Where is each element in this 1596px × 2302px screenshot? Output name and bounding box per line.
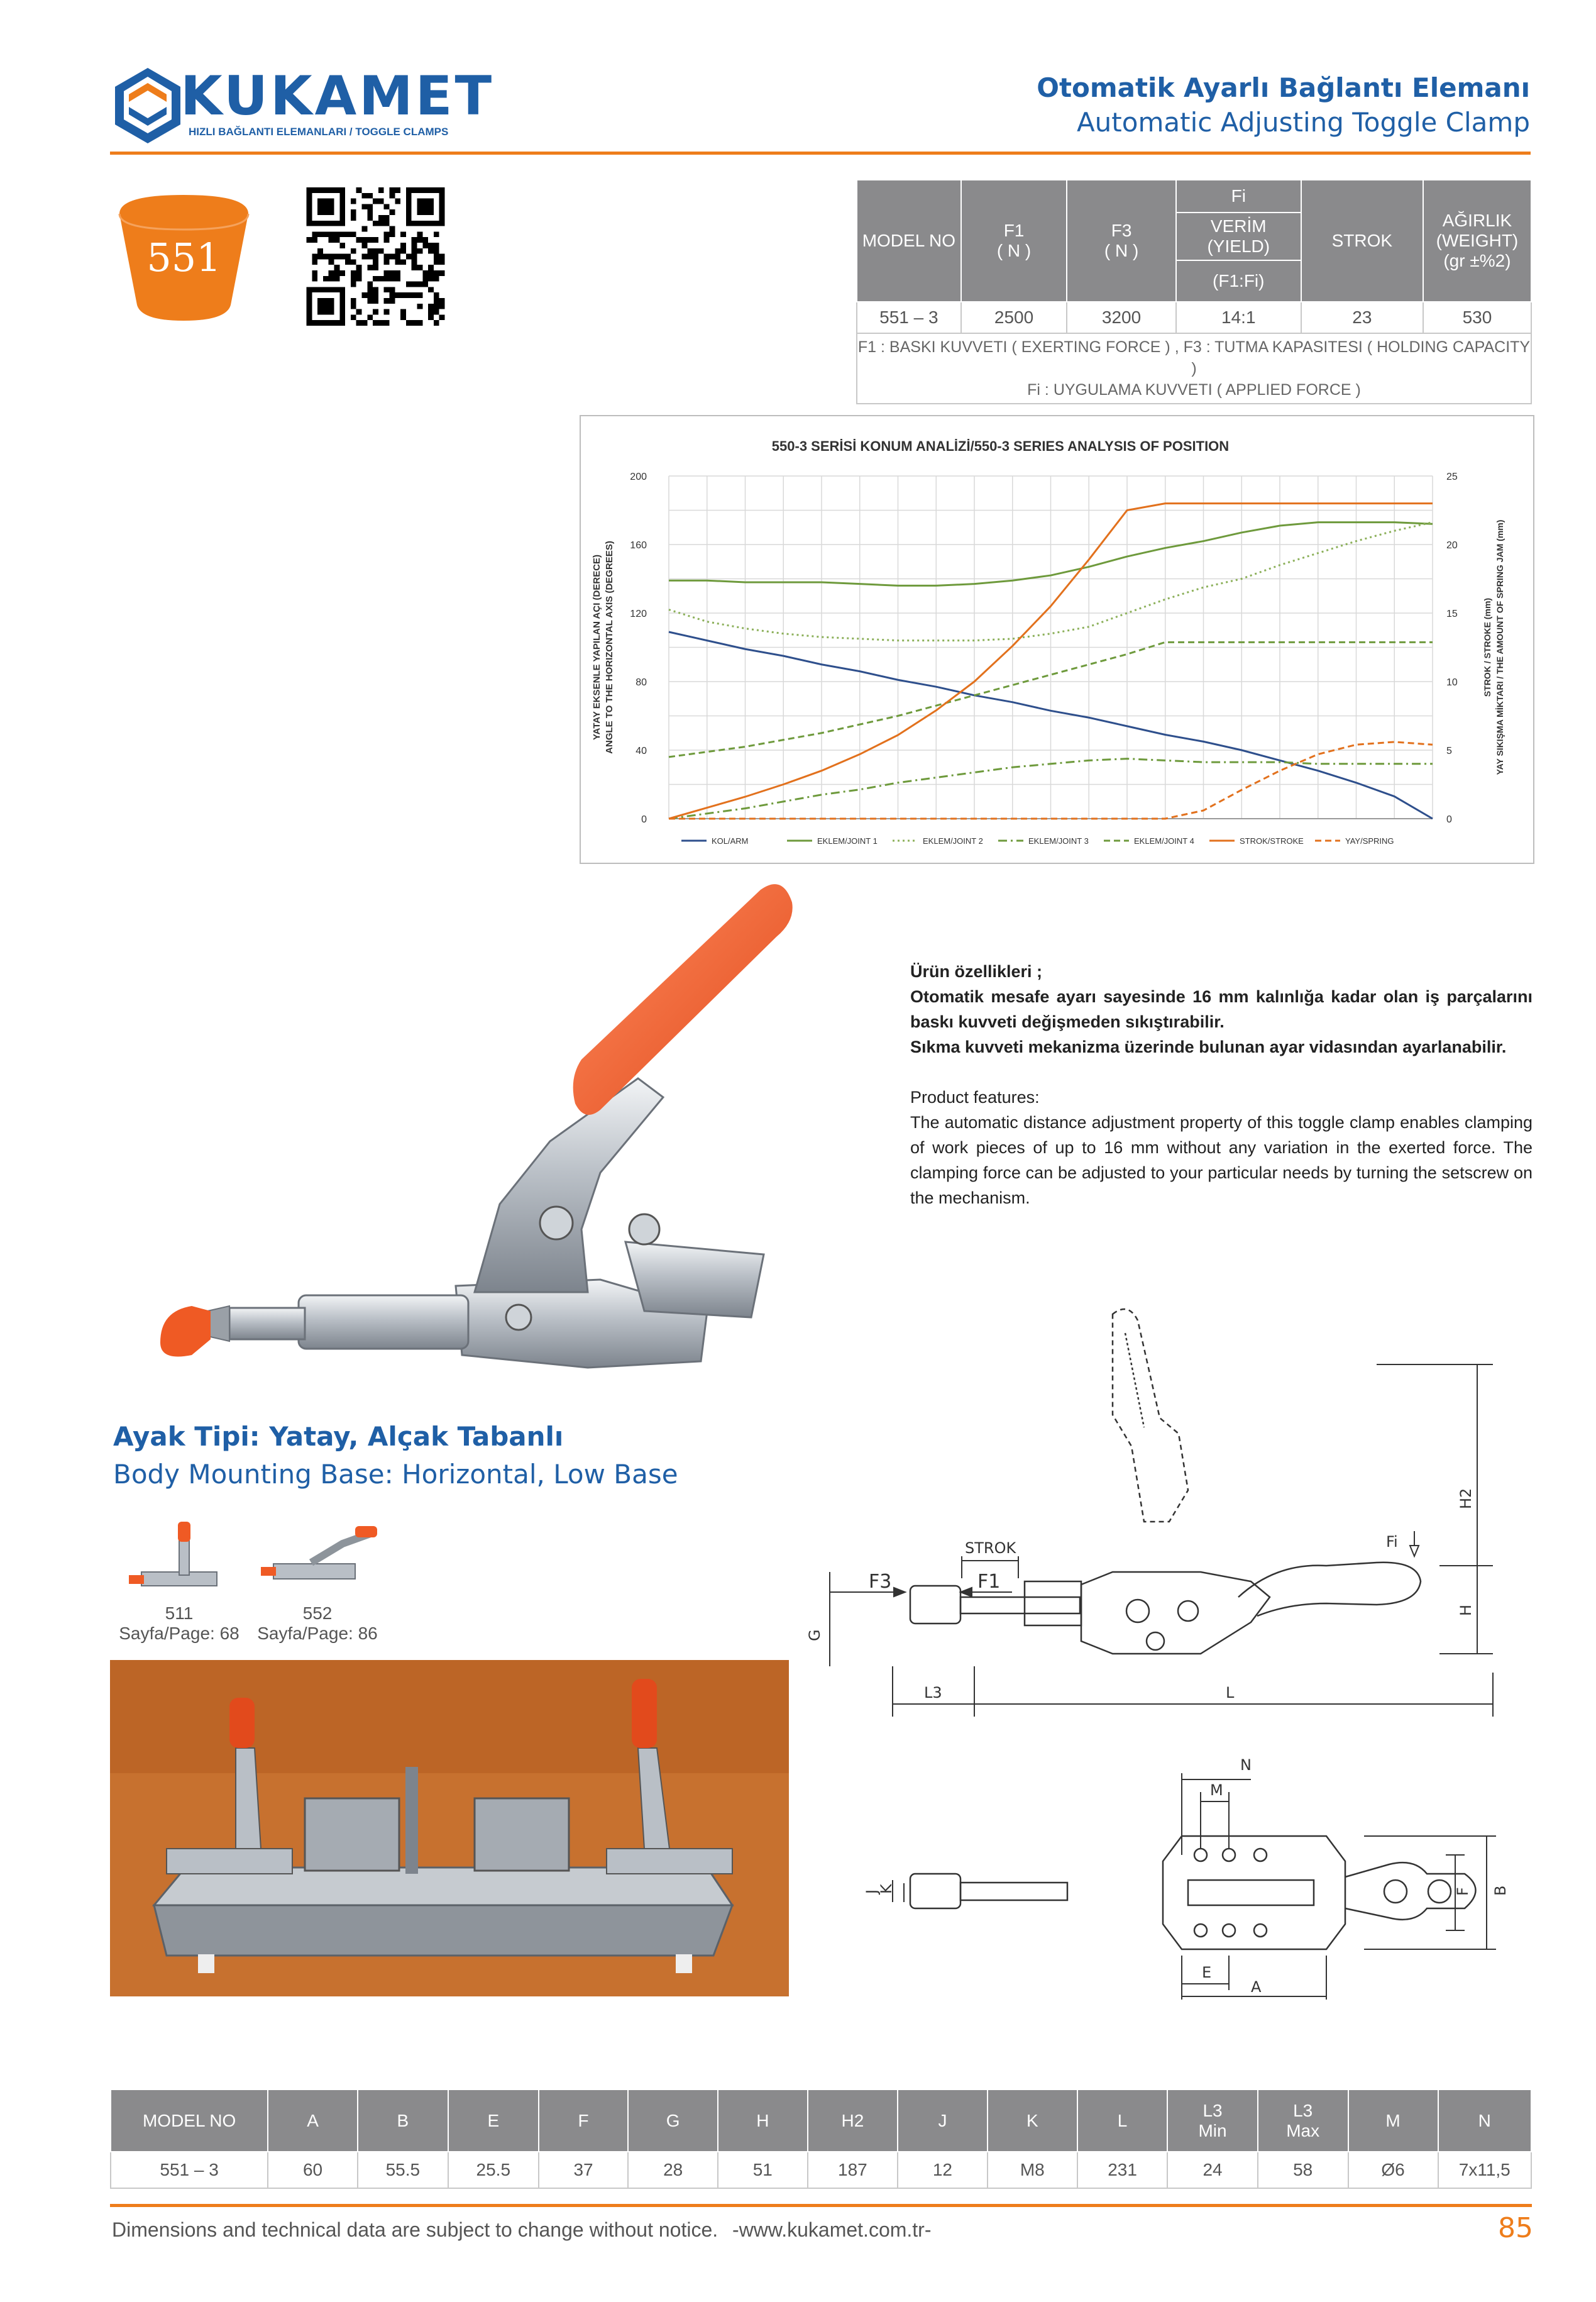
features-tr-line2: Sıkma kuvveti mekanizma üzerinde bulunan ayar vidasından ayarlanabilir.	[910, 1038, 1507, 1056]
brand-name: KUKAMET	[180, 65, 495, 128]
spec-cell-f1: 2500	[961, 302, 1067, 333]
chart-legend-label-0: KOL/ARM	[712, 836, 749, 846]
spec-header-strok: STROK	[1301, 180, 1423, 302]
application-photo	[110, 1660, 789, 1996]
header-divider	[110, 152, 1531, 155]
dim-header-13: M	[1348, 2089, 1438, 2152]
chart-y2label-line1: STROK / STROKE (mm)	[1482, 597, 1492, 697]
dim-cell-3: 25.5	[448, 2152, 539, 2188]
dim-header-1: A	[268, 2089, 358, 2152]
position-chart	[580, 415, 1534, 864]
related-item-511[interactable]	[116, 1519, 242, 1644]
qr-code[interactable]	[305, 187, 446, 326]
spec-cell-model: 551 – 3	[857, 302, 961, 333]
dim-label-h2: H2	[1457, 1488, 1475, 1509]
dim-header-4: F	[539, 2089, 629, 2152]
spec-header-f1: F1 ( N )	[961, 180, 1067, 302]
dim-cell-9: M8	[988, 2152, 1077, 2188]
dim-cell-6: 51	[718, 2152, 808, 2188]
dim-label-l3: L3	[924, 1684, 942, 1702]
chart-legend-label-5: STROK/STROKE	[1240, 836, 1304, 846]
chart-y2tick-label: 5	[1446, 746, 1452, 756]
dim-label-f1: F1	[977, 1571, 1001, 1593]
chart-legend-label-2: EKLEM/JOINT 2	[923, 836, 983, 846]
dim-cell-2: 55.5	[358, 2152, 448, 2188]
dim-header-5: G	[628, 2089, 718, 2152]
dim-header-6: H	[718, 2089, 808, 2152]
spec-cell-strok: 23	[1301, 302, 1423, 333]
dim-header-9: K	[988, 2089, 1077, 2152]
dim-cell-7: 187	[808, 2152, 898, 2188]
dim-label-g: G	[806, 1629, 823, 1641]
chart-ytick-label: 120	[630, 609, 647, 619]
dim-header-14: N	[1438, 2089, 1531, 2152]
chart-legend-label-4: EKLEM/JOINT 4	[1134, 836, 1194, 846]
dim-label-m: M	[1210, 1781, 1223, 1799]
dim-cell-14: 7x11,5	[1438, 2152, 1531, 2188]
dim-cell-8: 12	[898, 2152, 988, 2188]
related-item-552[interactable]	[255, 1519, 380, 1644]
related-511-model: 511	[165, 1603, 194, 1623]
dim-label-e: E	[1202, 1964, 1212, 1981]
chart-legend-label-1: EKLEM/JOINT 1	[817, 836, 878, 846]
base-title-tr: Ayak Tipi: Yatay, Alçak Tabanlı	[113, 1421, 564, 1452]
spec-header-f3: F3 ( N )	[1067, 180, 1175, 302]
page-title-tr: Otomatik Ayarlı Bağlantı Elemanı	[1037, 72, 1530, 103]
related-552-model: 552	[302, 1603, 333, 1623]
top-view-drawing	[811, 1754, 1534, 2003]
related-552-page: Sayfa/Page: 86	[257, 1624, 378, 1643]
dim-header-2: B	[358, 2089, 448, 2152]
footer-website[interactable]: -www.kukamet.com.tr-	[732, 2218, 932, 2241]
dim-header-11: L3 Min	[1167, 2089, 1257, 2152]
chart-legend-label-3: EKLEM/JOINT 3	[1028, 836, 1089, 846]
product-features	[910, 959, 1533, 1210]
dim-header-12: L3 Max	[1258, 2089, 1348, 2152]
dim-label-j: J	[863, 1889, 881, 1894]
dim-cell-5: 28	[628, 2152, 718, 2188]
brand-subtitle: HIZLI BAĞLANTI ELEMANLARI / TOGGLE CLAMPS	[189, 126, 449, 138]
features-en-text: The automatic distance adjustment property of this toggle clamp enables clamping of work pieces of up to 16 mm without any variation in the exerted force. The clamping force can be adjusted to your particular needs by turning the setscrew on the mechanism.	[910, 1113, 1533, 1207]
chart-legend-label-6: YAY/SPRING	[1345, 836, 1394, 846]
spec-cell-f3: 3200	[1067, 302, 1175, 333]
chart-svg	[581, 416, 1533, 863]
dim-cell-10: 231	[1077, 2152, 1168, 2188]
chart-title: 550-3 SERİSİ KONUM ANALİZİ/550-3 SERIES ANALYSIS OF POSITION	[771, 438, 1230, 454]
chart-y2label-line2: YAY SIKIŞMA MİKTARI / THE AMOUNT OF SPRING JAM (mm)	[1495, 519, 1505, 775]
footer-notice: Dimensions and technical data are subject to change without notice.	[112, 2218, 718, 2241]
chart-ytick-label: 200	[630, 472, 647, 482]
spec-header-model: MODEL NO	[857, 180, 961, 302]
dim-header-0: MODEL NO	[111, 2089, 268, 2152]
dim-label-strok: STROK	[965, 1539, 1016, 1557]
dim-header-3: E	[448, 2089, 539, 2152]
features-en-heading: Product features:	[910, 1088, 1040, 1107]
spec-note: F1 : BASKI KUVVETI ( EXERTING FORCE ) , F3 : TUTMA KAPASITESI ( HOLDING CAPACITY ) Fi : UYGULAMA KUVVETI ( APPLIED FORCE )	[857, 333, 1531, 404]
chart-ylabel-line2: ANGLE TO THE HORIZONTAL AXIS (DEGREES)	[604, 541, 615, 754]
spec-table	[856, 179, 1532, 404]
spec-header-fi: Fi	[1176, 180, 1301, 213]
dim-label-k: K	[878, 1884, 895, 1894]
dim-label-f3: F3	[869, 1571, 892, 1593]
dim-label-h: H	[1457, 1604, 1475, 1616]
model-badge	[116, 192, 251, 324]
dim-cell-13: Ø6	[1348, 2152, 1438, 2188]
brand-logo	[110, 63, 495, 145]
chart-y2tick-label: 10	[1446, 677, 1458, 688]
chart-y2tick-label: 15	[1446, 609, 1458, 619]
dim-header-7: H2	[808, 2089, 898, 2152]
dimension-table	[110, 2089, 1532, 2189]
dim-cell-12: 58	[1258, 2152, 1348, 2188]
dim-label-n: N	[1240, 1756, 1252, 1774]
spec-cell-weight: 530	[1423, 302, 1531, 333]
dim-cell-0: 551 – 3	[111, 2152, 268, 2188]
side-view-drawing	[806, 1302, 1534, 1735]
chart-ytick-label: 160	[630, 540, 647, 551]
chart-y2tick-label: 20	[1446, 540, 1458, 551]
page-title-en: Automatic Adjusting Toggle Clamp	[1076, 107, 1530, 138]
features-tr-heading: Ürün özellikleri ;	[910, 962, 1043, 981]
base-title-en: Body Mounting Base: Horizontal, Low Base	[113, 1459, 678, 1490]
dim-label-b: B	[1492, 1885, 1509, 1896]
features-tr-line1: Otomatik mesafe ayarı sayesinde 16 mm kalınlığa kadar olan iş parçalarını baskı kuvveti değişmeden sıkıştırabilir.	[910, 987, 1533, 1031]
chart-ytick-label: 40	[636, 746, 647, 756]
chart-ytick-label: 80	[636, 677, 647, 688]
page-number: 85	[1498, 2212, 1533, 2244]
product-photo	[148, 877, 823, 1399]
dim-label-l: L	[1226, 1684, 1235, 1702]
logo-icon	[110, 63, 185, 145]
dim-label-a: A	[1251, 1978, 1262, 1996]
spec-cell-fi: 14:1	[1176, 302, 1301, 333]
dim-header-8: J	[898, 2089, 988, 2152]
model-badge-number: 551	[146, 235, 221, 280]
chart-ytick-label: 0	[641, 814, 647, 825]
chart-ylabel-line1: YATAY EKSENLE YAPILAN AÇI (DERECE)	[592, 554, 602, 741]
spec-header-weight: AĞIRLIK (WEIGHT) (gr ±%2)	[1423, 180, 1531, 302]
chart-y2tick-label: 0	[1446, 814, 1452, 825]
dim-header-10: L	[1077, 2089, 1168, 2152]
dim-cell-1: 60	[268, 2152, 358, 2188]
dim-label-fi: Fi	[1386, 1533, 1398, 1551]
spec-header-yield: VERİM (YIELD)	[1176, 213, 1301, 260]
dim-cell-4: 37	[539, 2152, 629, 2188]
chart-y2tick-label: 25	[1446, 472, 1458, 482]
spec-header-yield-ratio: (F1:Fi)	[1176, 260, 1301, 302]
related-511-page: Sayfa/Page: 68	[119, 1624, 239, 1643]
dim-cell-11: 24	[1167, 2152, 1257, 2188]
footer-divider	[110, 2204, 1532, 2207]
dim-label-f: F	[1454, 1887, 1472, 1896]
